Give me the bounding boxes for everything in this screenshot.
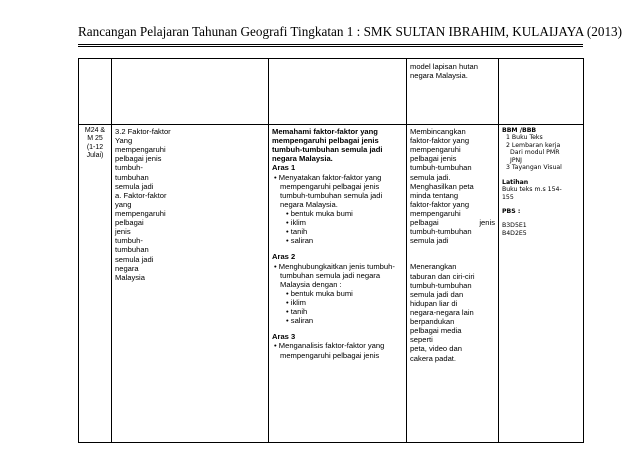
activity-line: faktor-faktor yang xyxy=(410,136,470,146)
latihan-item: 155 xyxy=(502,193,514,201)
activity-justified-line xyxy=(410,218,495,227)
topic-line: tumbuhan xyxy=(115,172,149,182)
aras-1-subitem: • iklim xyxy=(286,218,306,228)
topic-line: tumbuhan xyxy=(115,245,149,255)
activity-line: tumbuh-tumbuhan xyxy=(410,280,472,290)
aras-3-item: • Menganalisis faktor-faktor yang xyxy=(274,341,385,351)
activity-word: pelbagai xyxy=(410,218,439,228)
aras-1-item-line: tumbuh-tumbuhan semula jadi xyxy=(280,190,383,200)
aras-2-item-line: tumbuhan semula jadi negara xyxy=(280,270,381,280)
activity-cell-continued xyxy=(407,59,499,125)
activity-line: tumbuh-tumbuhan xyxy=(410,163,472,173)
objective-cell-empty xyxy=(269,59,407,125)
week-line: M 25 xyxy=(87,135,103,143)
header-rule xyxy=(78,44,583,45)
activity-line: taburan dan ciri-ciri xyxy=(410,271,475,281)
objective-heading-line: negara Malaysia. xyxy=(272,154,333,164)
aras-1-item-line: mempengaruhi pelbagai jenis xyxy=(280,181,380,191)
topic-line: semula jadi xyxy=(115,254,154,264)
topic-line: mempengaruhi xyxy=(115,145,166,155)
bbm-heading: BBM /BBB xyxy=(502,127,537,134)
topic-cell xyxy=(112,125,269,443)
bbm-item: JPNJ xyxy=(510,156,523,164)
aras-3-label: Aras 3 xyxy=(272,332,296,342)
latihan-item: Buku teks m.s 154- xyxy=(502,186,562,194)
topic-line: yang xyxy=(115,199,132,209)
topic-line: Yang xyxy=(115,136,133,146)
objective-cell xyxy=(269,125,407,443)
aras-1-subitem: • saliran xyxy=(286,236,314,246)
lesson-plan-table xyxy=(78,58,584,443)
activity-line: semula jadi. xyxy=(410,172,451,182)
resources-cell-empty xyxy=(499,59,584,125)
aras-2-subitem: • bentuk muka bumi xyxy=(286,288,353,298)
activity-line: Menerangkan xyxy=(410,262,457,272)
activity-line: Menghasilkan peta xyxy=(410,181,474,191)
activity-line: pelbagai media xyxy=(410,326,462,336)
aras-1-item-line: negara Malaysia. xyxy=(280,199,338,209)
aras-1-label: Aras 1 xyxy=(272,163,296,173)
aras-2-subitem: • iklim xyxy=(286,297,306,307)
week-line: (1-12 xyxy=(86,143,104,151)
activity-line: mempengaruhi xyxy=(410,145,461,155)
bbm-item: Dari modul PMR xyxy=(510,149,560,157)
aras-2-item: • Menghubungkaitkan jenis tumbuh- xyxy=(274,261,395,271)
topic-line: negara xyxy=(115,263,139,273)
topic-line: 3.2 Faktor-faktor xyxy=(115,127,171,136)
activity-line: tumbuh-tumbuhan xyxy=(410,227,472,237)
week-line: Julai) xyxy=(86,152,104,160)
bbm-item: 3 Tayangan Visual xyxy=(506,164,562,172)
objective-heading-line: Memahami faktor-faktor yang xyxy=(272,127,378,136)
week-cell-empty xyxy=(79,59,112,125)
activity-line: mempengaruhi xyxy=(410,208,461,218)
aras-1-item: • Menyatakan faktor-faktor yang xyxy=(274,172,382,182)
topic-line: mempengaruhi xyxy=(115,208,166,218)
activity-line: minda tentang xyxy=(410,190,459,200)
aras-2-subitem: • saliran xyxy=(286,316,314,326)
pbs-item: B3D5E1 xyxy=(502,222,527,230)
aras-1-subitem: • tanih xyxy=(286,227,308,237)
aras-2-subitem: • tanih xyxy=(286,307,308,317)
activity-line: peta, video dan xyxy=(410,344,462,354)
activity-line: cakera padat. xyxy=(410,353,457,363)
latihan-heading: Latihan xyxy=(502,178,529,186)
activity-line: hidupan liar di xyxy=(410,298,458,308)
topic-line: tumbuh- xyxy=(115,163,143,173)
activity-line: semula jadi xyxy=(410,236,449,246)
page-header-title: Rancangan Pelajaran Tahunan Geografi Tingkatan 1 : SMK SULTAN IBRAHIM, KULAIJAYA (2013) xyxy=(78,24,623,39)
activity-line: pelbagai jenis xyxy=(410,154,457,164)
topic-cell-empty xyxy=(112,59,269,125)
week-cell xyxy=(79,125,112,443)
aras-2-label: Aras 2 xyxy=(272,252,296,262)
activity-line: seperti xyxy=(410,335,433,345)
table-row-m24-m25 xyxy=(79,125,584,443)
topic-line: semula jadi xyxy=(115,181,154,191)
topic-line: Malaysia xyxy=(115,272,145,282)
activity-line: berpandukan xyxy=(410,317,455,327)
activity-line: faktor-faktor yang xyxy=(410,199,470,209)
topic-line: tumbuh- xyxy=(115,236,143,246)
pbs-item: B4D2E5 xyxy=(502,229,527,237)
activity-line: negara Malaysia. xyxy=(410,71,468,81)
objective-heading-line: mempengaruhi pelbagai jenis xyxy=(272,136,379,146)
topic-line: jenis xyxy=(115,227,131,237)
activity-line: Membincangkan xyxy=(410,127,466,136)
aras-3-item-line: mempengaruhi pelbagai jenis xyxy=(280,350,380,360)
activity-word: jenis xyxy=(479,218,495,228)
activity-line: negara-negara lain xyxy=(410,307,474,317)
aras-2-item-line: Malaysia dengan : xyxy=(280,279,342,289)
bbm-item: 1 Buku Teks xyxy=(506,134,543,142)
activity-line: semula jadi dan xyxy=(410,289,464,299)
topic-line: pelbagai xyxy=(115,218,144,228)
activity-cell xyxy=(407,125,499,443)
table-row-continuation xyxy=(79,59,584,125)
objective-heading-line: tumbuh-tumbuhan semula jadi xyxy=(272,145,383,155)
topic-line: pelbagai jenis xyxy=(115,154,162,164)
activity-line: model lapisan hutan xyxy=(410,62,478,71)
resources-cell xyxy=(499,125,584,443)
aras-1-subitem: • bentuk muka bumi xyxy=(286,208,353,218)
pbs-heading: PBS : xyxy=(502,207,521,215)
topic-line: a. Faktor-faktor xyxy=(115,190,167,200)
header-rule-thin xyxy=(78,46,583,47)
week-line: M24 & xyxy=(84,127,106,134)
bbm-item: 2 Lembaran kerja xyxy=(506,141,561,149)
